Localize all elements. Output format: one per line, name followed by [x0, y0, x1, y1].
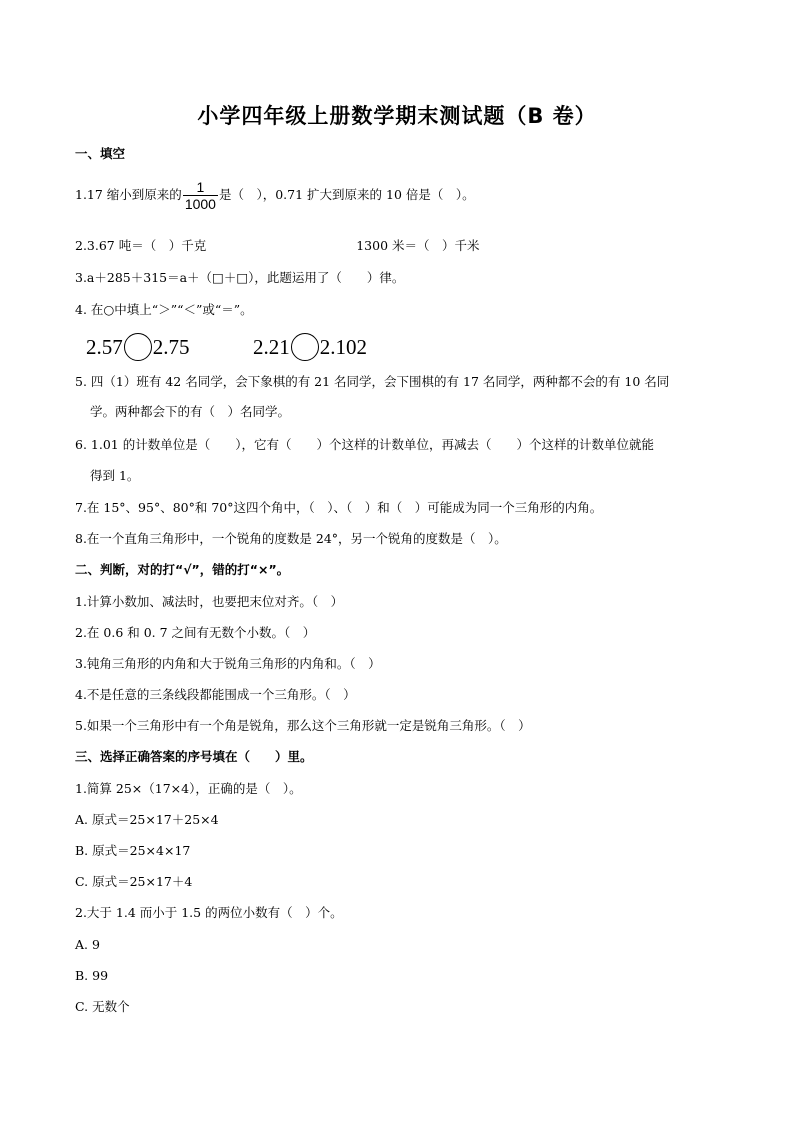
judge-item: 1.计算小数加、减法时，也要把末位对齐。（ ） [75, 594, 344, 609]
judge-item: 2.在 0.6 和 0. 7 之间有无数个小数。（ ） [75, 625, 316, 640]
compare-item-1 [86, 330, 190, 362]
question-1-8: 8.在一个直角三角形中，一个锐角的度数是 24°，另一个锐角的度数是（ ）。 [75, 531, 507, 546]
question-1-3: 3.a＋285＋315＝a＋（□＋□），此题运用了（ ）律。 [75, 270, 405, 285]
question-text-right: 1300 米＝（ ）千米 [356, 238, 480, 253]
question-1-2 [75, 238, 480, 254]
question-1-1 [75, 178, 475, 212]
compare-left: 2.57 [86, 335, 123, 360]
compare-item-2 [253, 330, 367, 362]
choice-option: B. 99 [75, 968, 109, 983]
section-heading-true-false: 二、判断，对的打“√”，错的打“×”。 [75, 562, 290, 577]
choice-option: C. 原式＝25×17＋4 [75, 874, 193, 889]
question-1-6-line-2: 得到 1。 [90, 468, 140, 483]
fraction-denominator: 1000 [184, 196, 216, 212]
section-heading-choice: 三、选择正确答案的序号填在（ ）里。 [75, 749, 313, 764]
question-1-6-line-1: 6. 1.01 的计数单位是（ ），它有（ ）个这样的计数单位，再减去（ ）个这样的计数单位就能 [75, 437, 654, 452]
question-1-7: 7.在 15°、95°、80°和 70°这四个角中，（ ）、（ ）和（ ）可能成为同一个三角形的内角。 [75, 500, 603, 515]
question-1-5-line-1: 5. 四（1）班有 42 名同学，会下象棋的有 21 名同学，会下围棋的有 17 名同学，两种都不会的有 10 名同 [75, 374, 670, 389]
judge-item: 5.如果一个三角形中有一个角是锐角，那么这个三角形就一定是锐角三角形。（ ） [75, 718, 531, 733]
fraction [183, 179, 218, 212]
compare-right: 2.75 [152, 335, 190, 360]
choice-question-2: 2.大于 1.4 而小于 1.5 的两位小数有（ ）个。 [75, 905, 343, 920]
choice-option: B. 原式＝25×4×17 [75, 843, 191, 858]
page-title: 小学四年级上册数学期末测试题（B 卷） [197, 104, 597, 128]
section-heading-fill-blank: 一、填空 [75, 146, 126, 161]
question-1-4: 4. 在○中填上“＞”“＜”或“＝”。 [75, 302, 253, 317]
question-text: 1.17 缩小到原来的 [75, 187, 182, 202]
fraction-numerator: 1 [183, 179, 218, 196]
question-text-left: 2.3.67 吨＝（ ）千克 [75, 238, 207, 253]
choice-question-1: 1.简算 25×（17×4），正确的是（ ）。 [75, 781, 302, 796]
judge-item: 4.不是任意的三条线段都能围成一个三角形。（ ） [75, 687, 356, 702]
judge-item: 3.钝角三角形的内角和大于锐角三角形的内角和。（ ） [75, 656, 381, 671]
choice-option: C. 无数个 [75, 999, 130, 1014]
question-text: 是（ ），0.71 扩大到原来的 10 倍是（ ）。 [218, 187, 475, 202]
compare-circle-blank[interactable] [124, 333, 152, 361]
choice-option: A. 原式＝25×17＋25×4 [75, 812, 219, 827]
choice-option: A. 9 [75, 937, 100, 952]
compare-circle-blank[interactable] [291, 333, 319, 361]
compare-left: 2.21 [253, 335, 290, 360]
compare-right: 2.102 [319, 335, 367, 360]
question-1-5-line-2: 学。两种都会下的有（ ）名同学。 [90, 404, 291, 419]
